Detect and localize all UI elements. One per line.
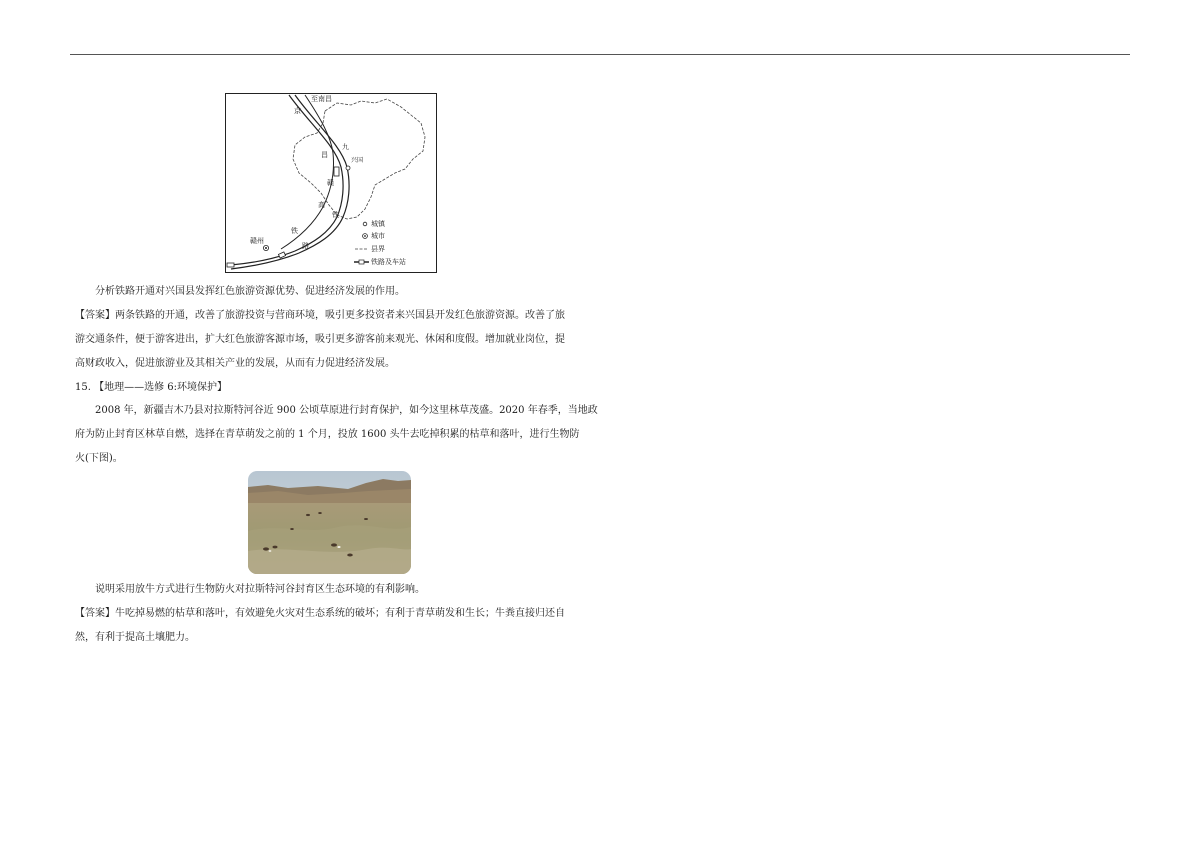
- header-rule: [70, 54, 1130, 55]
- map-label-chang: 昌: [321, 151, 328, 159]
- station-marker: [334, 167, 339, 176]
- q15-body-line: 府为防止封育区林草自燃，选择在青草萌发之前的 1 个月，投放 1600 头牛去吃掉积累的枯草和落叶，进行生物防: [75, 429, 580, 440]
- q14-answer-line: 高财政收入，促进旅游业及其相关产业的发展，从而有力促进经济发展。: [75, 358, 395, 369]
- map-label-tie: 铁: [332, 211, 339, 219]
- railway-map-figure: [225, 93, 437, 273]
- map-label-gan: 赣: [327, 179, 334, 187]
- legend-label-town: 城镇: [371, 220, 385, 228]
- map-label-tie-2: 铁: [291, 227, 298, 235]
- map-label-gao: 高: [318, 201, 325, 209]
- q14-answer-line: 【答案】两条铁路的开通，改善了旅游投资与营商环境，吸引更多投资者来兴国县开发红色旅游资源。改善了旅: [75, 310, 565, 321]
- q15-body-line: 2008 年，新疆吉木乃县对拉斯特河谷近 900 公顷草原进行封育保护，如今这里林草茂盛。2020 年春季，当地政: [95, 405, 598, 416]
- cattle-grazing-photo: [248, 471, 411, 574]
- map-label-jiu: 九: [342, 143, 349, 151]
- legend-label-border: 县界: [371, 245, 385, 253]
- valley-landscape-image: [248, 471, 411, 574]
- map-label-lu: 路: [302, 242, 309, 250]
- q15-prompt: 说明采用放牛方式进行生物防火对拉斯特河谷封育区生态环境的有利影响。: [95, 584, 425, 595]
- map-label-jing: 京: [294, 107, 301, 115]
- legend-town-icon: [363, 222, 367, 226]
- q15-answer-line: 然，有利于提高土壤肥力。: [75, 632, 195, 643]
- q15-answer-line: 【答案】牛吃掉易燃的枯草和落叶，有效避免火灾对生态系统的破坏；有利于青草萌发和生长；牛粪直接归还自: [75, 608, 565, 619]
- railway-map: [225, 93, 437, 273]
- legend-label-railway: 铁路及车站: [371, 258, 406, 266]
- q15-body-line: 火(下图)。: [75, 453, 123, 464]
- map-label-xingguo: 兴国: [351, 157, 364, 164]
- map-label-to-nanchang: 至南昌: [311, 95, 332, 103]
- q15-heading: 15. 【地理——选修 6:环境保护】: [75, 382, 227, 393]
- q14-answer-line: 游交通条件，便于游客进出，扩大红色旅游客源市场，吸引更多游客前来观光、休闲和度假。增加就业岗位，提: [75, 334, 565, 345]
- map-label-ganzhou: 赣州: [250, 237, 264, 245]
- town-xingguo-dot: [346, 166, 350, 170]
- legend-label-city: 城市: [371, 232, 385, 240]
- station-marker: [227, 263, 234, 267]
- q14-prompt: 分析铁路开通对兴国县发挥红色旅游资源优势、促进经济发展的作用。: [95, 286, 405, 297]
